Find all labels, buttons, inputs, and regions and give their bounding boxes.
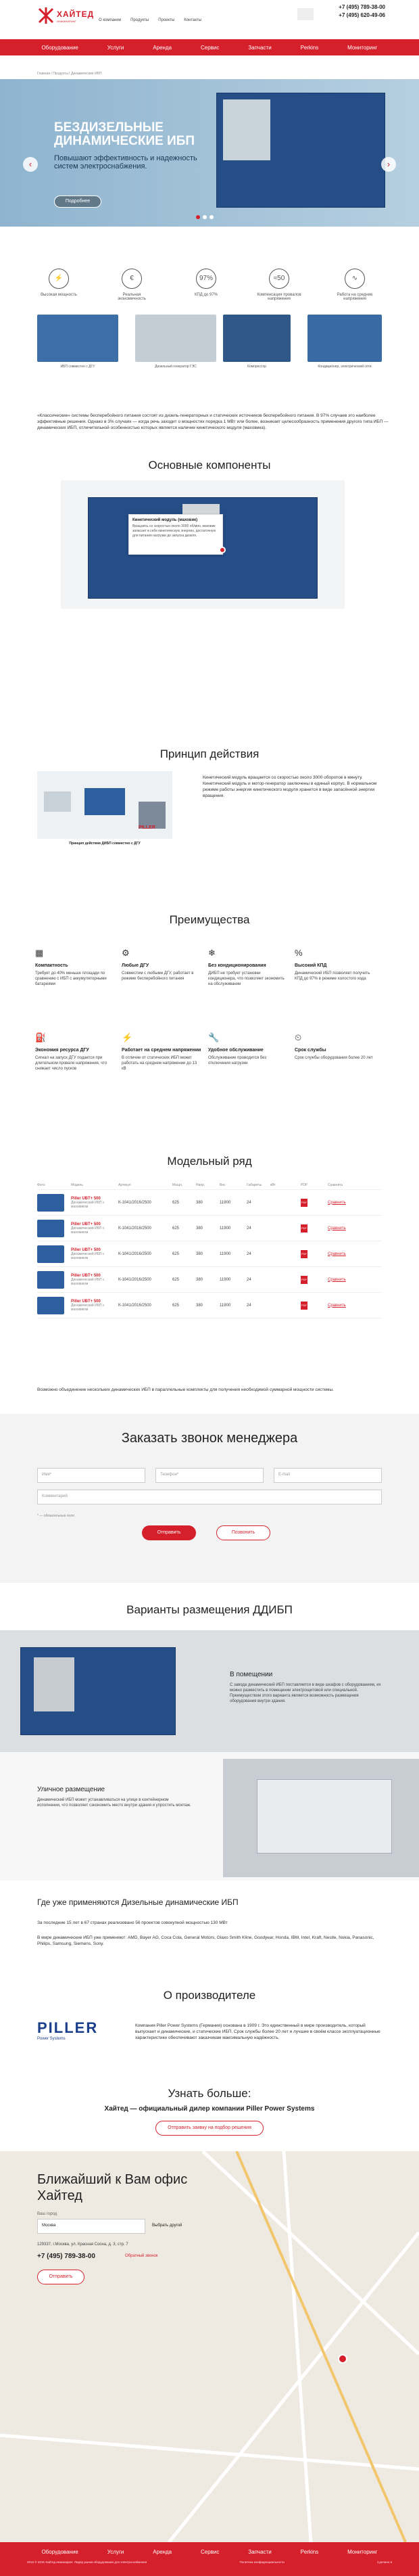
model-desc: Динамический ИБП с маховиком — [71, 1226, 105, 1235]
compact-icon: ▦ — [35, 948, 44, 958]
hero-title: БЕЗДИЗЕЛЬНЫЕ ДИНАМИЧЕСКИЕ ИБП — [54, 120, 195, 148]
office-address: 129337, г.Москва, ул. Красная Сосна, д. 3, стр. 7 — [37, 2242, 128, 2247]
logo-text: ХАЙТЕД — [57, 9, 95, 19]
adv-efficiency — [295, 950, 374, 982]
model-voltage: 380 — [196, 1303, 203, 1308]
principle-caption: Принцип действия ДИБП совместно с ДГУ — [69, 842, 141, 846]
euro-icon: € — [122, 269, 142, 289]
model-desc: Динамический ИБП с маховиком — [71, 1303, 105, 1312]
phones — [339, 4, 385, 20]
model-weight: 11900 — [220, 1226, 231, 1230]
model-weight: 11900 — [220, 1303, 231, 1308]
footer-parts[interactable]: Запчасти — [248, 2549, 272, 2555]
adv-text: ДИБП не требует установки кондиционера, что позволяет экономить на обслуживании — [208, 971, 285, 986]
clock-icon: ⏲ — [295, 1032, 302, 1042]
footer-dev[interactable]: Сделано в — [377, 2560, 392, 2564]
pdf-icon[interactable]: PDF — [301, 1224, 307, 1233]
nav-parts[interactable]: Запчасти — [248, 44, 272, 51]
send-button[interactable]: Отправить — [142, 1525, 196, 1540]
breadcrumb[interactable]: Главная / Продукты / Динамические ИБП — [37, 72, 102, 76]
adv-service — [208, 1032, 288, 1066]
kinetic-text: Вращаясь со скоростью около 3000 об/мин, маховик запасает в себе кинетическую энергию, достаточную для питания нагрузки до запуска дизеля. — [132, 524, 216, 538]
nav-equipment[interactable]: Оборудование — [41, 44, 78, 51]
model-weight: 11900 — [220, 1277, 231, 1282]
model-name[interactable]: Piller UBT+ 500 — [71, 1222, 101, 1226]
model-dim: 24 — [247, 1303, 251, 1308]
outdoor-title: Уличное размещение — [37, 1786, 105, 1793]
piller-label: PILLER — [139, 825, 155, 830]
call-button[interactable]: Позвонить — [216, 1525, 270, 1540]
adv-title: Без кондиционирования — [208, 963, 266, 968]
adv-lifetime — [295, 1032, 374, 1061]
model-dim: 24 — [247, 1200, 251, 1205]
piller-logo-text: PILLER — [37, 2019, 99, 2036]
model-desc: Динамический ИБП с маховиком — [71, 1277, 105, 1286]
office-map[interactable] — [0, 2151, 419, 2542]
table-row[interactable] — [37, 1241, 382, 1267]
section-title-advantages: Преимущества — [169, 913, 250, 926]
product-caption: ИБП совместно с ДГУ — [60, 365, 95, 369]
model-sku: К-1041/2016/2500 — [118, 1200, 151, 1205]
model-weight: 11900 — [220, 1200, 231, 1205]
adv-any-dgu — [122, 950, 201, 982]
product-caption: Компрессор — [247, 365, 267, 369]
th: Вес — [220, 1182, 226, 1187]
adv-text: Требует до 40% меньше площади по сравнению с ИБП с аккумуляторными батареями — [35, 971, 107, 986]
adv-text: Обслуживание проводится без отключения нагрузки — [208, 1056, 267, 1065]
model-dim: 24 — [247, 1226, 251, 1230]
city-label: Ваш город — [37, 2212, 57, 2216]
model-voltage: 380 — [196, 1251, 203, 1256]
model-voltage: 380 — [196, 1277, 203, 1282]
section-title-maker: О производителе — [163, 1989, 256, 2002]
feature-medium-voltage — [331, 269, 378, 301]
footer-services[interactable]: Услуги — [107, 2549, 124, 2555]
model-sku: К-1041/2016/2500 — [118, 1251, 151, 1256]
principle-diagram — [37, 771, 172, 839]
th: Модель — [71, 1182, 83, 1187]
topnav-projects[interactable]: Проекты — [158, 18, 175, 22]
adv-dgu-resource — [35, 1032, 115, 1072]
section-title-callback: Заказать звонок менеджера — [121, 1431, 298, 1446]
compare-link[interactable]: Сравнить — [328, 1251, 346, 1256]
footer — [0, 2542, 419, 2576]
th: Габариты — [247, 1182, 262, 1187]
topnav-products[interactable]: Продукты — [130, 18, 149, 22]
model-voltage: 380 — [196, 1226, 203, 1230]
main-nav — [0, 39, 419, 55]
choose-city-link[interactable]: Выбрать другой — [152, 2224, 182, 2228]
adv-title: Высокий КПД — [295, 963, 327, 968]
feature-economy — [108, 269, 155, 301]
feature-label: Компенсация провалов напряжения — [257, 293, 301, 301]
section-title-office: Ближайший к Вам офис Хайтед — [37, 2172, 188, 2203]
pdf-icon[interactable]: PDF — [301, 1276, 307, 1284]
piller-logo-sub: Power Systems — [37, 2037, 66, 2041]
kinetic-title: Кинетический модуль (маховик) — [132, 518, 198, 522]
th: Напр. — [196, 1182, 205, 1187]
model-thumb[interactable] — [37, 1194, 64, 1212]
pdf-icon[interactable]: PDF — [301, 1302, 307, 1310]
adv-title: Экономия ресурса ДГУ — [35, 1048, 89, 1053]
pdf-icon[interactable]: PDF — [301, 1199, 307, 1207]
footer-rent[interactable]: Аренда — [153, 2549, 172, 2555]
feature-label: Высокая мощность — [41, 293, 77, 297]
map-icon — [297, 8, 314, 20]
adv-title: Любые ДГУ — [122, 963, 149, 968]
section-title-principle: Принцип действия — [159, 748, 260, 760]
adv-text: В отличие от статических ИБП может работать на среднем напряжении до 13 кВ — [122, 1056, 197, 1071]
feature-compensation — [255, 269, 303, 301]
model-power: 625 — [172, 1303, 180, 1308]
lightning-icon: ⚡ — [122, 1032, 133, 1042]
site-header — [0, 0, 419, 55]
model-name[interactable]: Piller UBT+ 500 — [71, 1247, 101, 1252]
adv-text: Динамический ИБП позволяет получить КПД до 97% в режиме холостого хода — [295, 971, 370, 981]
footer-service[interactable]: Сервис — [200, 2549, 220, 2555]
hotspot-pin[interactable] — [219, 547, 226, 553]
adv-no-cooling — [208, 950, 288, 987]
feature-label: Реальная экономичность — [118, 293, 146, 301]
percent-icon: % — [295, 948, 303, 958]
footer-equipment[interactable]: Оборудование — [41, 2549, 78, 2555]
compare-link[interactable]: Сравнить — [328, 1200, 346, 1205]
footer-monitoring[interactable]: Мониторинг — [347, 2549, 378, 2555]
sine-icon: ∿ — [345, 269, 365, 289]
outdoor-section — [0, 1752, 419, 1881]
callback-link[interactable]: Обратный звонок — [125, 2254, 158, 2258]
model-thumb[interactable] — [37, 1245, 64, 1263]
intro-text: «Классические» системы бесперебойного питания состоят из дизель-генераторных и статических источников бесперебойного питания. В 97% случаев это наиболее эффективные решения. Однако в 3% случаях — когда речь заходит о мощностях порядка 1 МВт или более, возникает целесообразность применения другого типа ИБП — динамических ИБП, отличительной особенностью которых является наличие кинетического модуля (маховика). — [37, 413, 389, 430]
office-phone[interactable]: +7 (495) 789-38-00 — [37, 2253, 95, 2260]
comment-field[interactable]: Комментарий — [37, 1490, 382, 1504]
logo-icon[interactable] — [37, 7, 55, 24]
footer-nav — [0, 2542, 419, 2555]
product-card[interactable] — [307, 315, 382, 369]
gear-icon: ⚙ — [122, 948, 130, 958]
model-name[interactable]: Piller UBT+ 500 — [71, 1273, 101, 1278]
wave-icon: ≈50 — [269, 269, 289, 289]
th: Сравнить — [328, 1182, 343, 1187]
required-note: * — обязательные поля — [37, 1514, 74, 1518]
footer-bottom — [0, 2555, 419, 2564]
kinetic-tooltip — [128, 514, 223, 555]
snowflake-icon: ❄ — [208, 948, 216, 958]
adv-title: Удобное обслуживание — [208, 1048, 264, 1053]
th: PDF — [301, 1182, 307, 1187]
wrench-icon: 🔧 — [208, 1032, 220, 1042]
hero-more-button[interactable]: Подробнее — [54, 196, 101, 208]
hero-subtitle: Повышают эффективность и надежность систем электроснабжения. — [54, 154, 197, 170]
maker-text: Компания Piller Power Systems (Германия) основана в 1909 г. Это единственный в мире производитель, который выпускает и динамические, и статические ИБП. Срок службы более 20 лет и лучшие в своём классе эксплуатационные характеристики обеспечивают заказчикам максимальную надёжность. — [135, 2023, 380, 2040]
section-title-where: Где уже применяются Дизельные динамические ИБП — [37, 1898, 239, 1907]
piller-logo — [37, 2019, 112, 2060]
model-desc: Динамический ИБП с маховиком — [71, 1200, 105, 1209]
table-row[interactable] — [37, 1293, 382, 1318]
adv-title: Компактность — [35, 963, 68, 968]
model-power: 625 — [172, 1226, 180, 1230]
phone-2[interactable]: +7 (495) 620-49-06 — [339, 12, 385, 18]
model-power: 625 — [172, 1277, 180, 1282]
model-thumb[interactable] — [37, 1220, 64, 1237]
topnav-about[interactable]: О компании — [99, 18, 122, 22]
where-text-1: За последние 15 лет в 67 странах реализовано 56 проектов совокупной мощностью 130 МВт — [37, 1920, 228, 1925]
models-table — [37, 1180, 382, 1318]
adv-text: Сигнал на запуск ДГУ подается при длительном провале напряжения, что снижает число пусков — [35, 1056, 107, 1071]
model-sku: К-1041/2016/2500 — [118, 1226, 151, 1230]
product-caption: Дизельный генератор ГЭС — [155, 365, 197, 369]
model-sku: К-1041/2016/2500 — [118, 1303, 151, 1308]
slider-prev-icon[interactable]: ‹ — [23, 157, 38, 172]
adv-title: Срок службы — [295, 1048, 326, 1053]
feature-label: Работа на средние напряжения — [337, 293, 373, 301]
model-weight: 11900 — [220, 1251, 231, 1256]
footer-perkins[interactable]: Perkins — [300, 2549, 319, 2555]
product-card[interactable] — [37, 315, 118, 369]
section-title-more: Узнать больше: — [168, 2087, 251, 2100]
model-name[interactable]: Piller UBT+ 500 — [71, 1196, 101, 1201]
feature-efficiency — [182, 269, 230, 297]
model-thumb[interactable] — [37, 1297, 64, 1314]
section-title-placement: Варианты размещения ДДИБП — [126, 1603, 293, 1616]
table-header — [37, 1180, 382, 1190]
footer-privacy[interactable]: Политика конфиденциальности — [239, 2560, 285, 2564]
th: кВт — [270, 1182, 276, 1187]
office-send-button[interactable]: Отправить — [37, 2270, 84, 2284]
th: Фото — [37, 1182, 45, 1187]
adv-compact — [35, 950, 115, 987]
product-caption: Кондиционер, электрический сети — [318, 365, 372, 369]
adv-title: Работает на среднем напряжении — [122, 1048, 201, 1053]
model-power: 625 — [172, 1251, 180, 1256]
slider-dots[interactable] — [196, 215, 214, 219]
percent-icon: 97% — [196, 269, 216, 289]
model-voltage: 380 — [196, 1200, 203, 1205]
feature-power — [35, 269, 82, 297]
slider-next-icon[interactable]: › — [381, 157, 396, 172]
model-desc: Динамический ИБП с маховиком — [71, 1251, 105, 1260]
name-field[interactable]: Имя* — [37, 1468, 145, 1483]
feature-label: КПД до 97% — [194, 293, 218, 297]
indoor-title: В помещении — [230, 1671, 273, 1678]
model-dim: 24 — [247, 1277, 251, 1282]
model-sku: К-1041/2016/2500 — [118, 1277, 151, 1282]
phone-1[interactable]: +7 (495) 789-38-00 — [339, 4, 385, 10]
nav-rent[interactable]: Аренда — [153, 44, 172, 51]
th: Артикул — [118, 1182, 131, 1187]
where-text-2: В мире динамические ИБП уже применяют: AMD, Bayer AG, Coca Cola, General Motors, Glaxo Smith Kline, Goodyear, Honda, IBM, Intel, Kraft, Nestle, Nokia, Panasonic, Philips, Samsung, Siemens, Sony. — [37, 1935, 374, 1946]
table-row[interactable] — [37, 1190, 382, 1216]
product-card[interactable] — [135, 315, 216, 369]
product-card[interactable] — [223, 315, 291, 369]
nav-service[interactable]: Сервис — [200, 44, 220, 51]
section-title-models: Модельный ряд — [167, 1155, 252, 1168]
model-power: 625 — [172, 1200, 180, 1205]
table-row[interactable] — [37, 1216, 382, 1241]
compare-link[interactable]: Сравнить — [328, 1303, 346, 1308]
adv-medium-voltage — [122, 1032, 201, 1072]
model-dim: 24 — [247, 1251, 251, 1256]
model-name[interactable]: Piller UBT+ 500 — [71, 1299, 101, 1304]
adv-text: Срок службы оборудования более 20 лет — [295, 1056, 373, 1060]
outdoor-text: Динамический ИБП может устанавливаться на улице в контейнерном исполнении, что позволяет сэкономить место внутри здания и упростить монтаж. — [37, 1798, 191, 1808]
logo-subtitle: ИНЖИНИРИНГ — [57, 20, 76, 23]
nav-perkins[interactable]: Perkins — [300, 44, 319, 51]
table-row[interactable] — [37, 1267, 382, 1293]
fuel-icon: ⛽ — [35, 1032, 47, 1042]
footer-copyright: 2016 © 2016 Хайтед инжиниринг. Лидер рынка оборудования для электроснабжения — [27, 2560, 147, 2564]
nav-services[interactable]: Услуги — [107, 44, 124, 51]
topnav-contacts[interactable]: Контакты — [184, 18, 202, 22]
hero-slider — [0, 79, 419, 227]
model-thumb[interactable] — [37, 1271, 64, 1289]
office-map-pin[interactable] — [338, 2354, 347, 2364]
city-select[interactable]: Москва — [37, 2219, 145, 2234]
nav-monitoring[interactable]: Мониторинг — [347, 44, 378, 51]
compare-link[interactable]: Сравнить — [328, 1226, 346, 1230]
principle-text: Кинетический модуль вращается со скоростью около 3000 оборотов в минуту. Кинетический модуль и мотор-генератор заключены в единый корпус. В нормальном режиме работы энергия кинетического модуля хранится в виде запасённой энергии вращения. — [203, 775, 377, 798]
indoor-text: С завода динамический ИБП поставляется в виде шкафов с оборудованием, их можно разместить в помещении электрощитовой или специальной. Преимуществом этого варианта является возможность размещения оборудования внутри здания. — [230, 1683, 381, 1703]
more-line: Хайтед — официальный дилер компании Piller Power Systems — [104, 2105, 315, 2113]
table-note: Возможно объединение нескольких динамических ИБП в параллельные комплекты для получения необходимой суммарной мощности системы. — [37, 1387, 334, 1392]
th: Мощн. — [172, 1182, 183, 1187]
adv-text: Совместим с любыми ДГУ, работает в режиме бесперебойного питания — [122, 971, 194, 981]
section-title-components: Основные компоненты — [148, 459, 271, 472]
email-field[interactable]: E-mail — [274, 1468, 382, 1483]
pdf-icon[interactable]: PDF — [301, 1250, 307, 1258]
request-button[interactable]: Отправить заявку на подбор решения — [155, 2121, 264, 2136]
lightning-icon: ⚡ — [49, 269, 69, 289]
hero-ups-open-panel — [223, 99, 270, 160]
compare-link[interactable]: Сравнить — [328, 1277, 346, 1282]
phone-field[interactable]: Телефон* — [155, 1468, 264, 1483]
top-nav — [99, 18, 201, 22]
